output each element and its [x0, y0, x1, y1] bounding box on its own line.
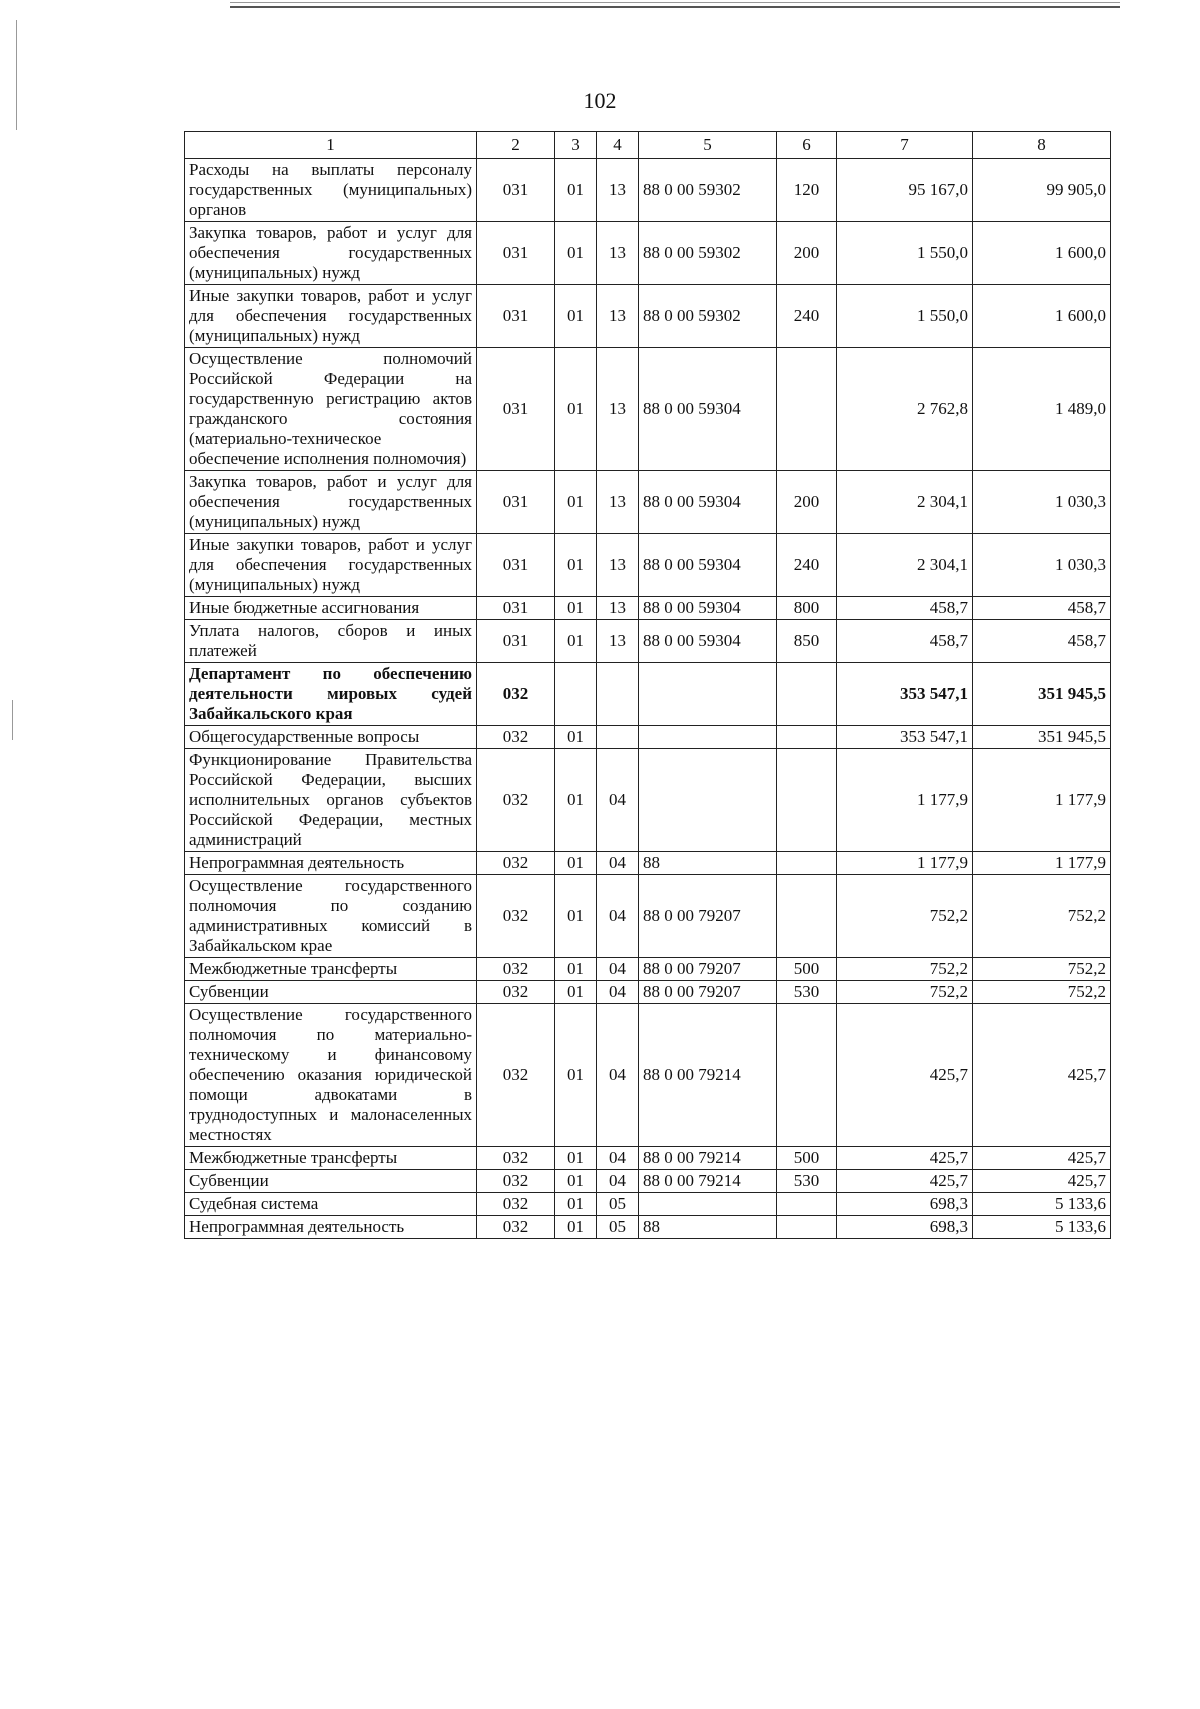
column-header: 5: [639, 132, 777, 159]
row-name-cell: Расходы на выплаты персоналу государственных (муниципальных) органов: [185, 159, 477, 222]
subsection-code-cell: 13: [597, 285, 639, 348]
section-code-cell: 01: [555, 534, 597, 597]
amount-year1-cell: 2 304,1: [837, 471, 973, 534]
amount-year2-cell: 752,2: [973, 875, 1111, 958]
expense-type-cell: [777, 749, 837, 852]
target-article-cell: 88 0 00 79214: [639, 1004, 777, 1147]
table-row: [185, 534, 1111, 597]
table-row: [185, 159, 1111, 222]
column-header: 4: [597, 132, 639, 159]
section-code-cell: 01: [555, 1147, 597, 1170]
section-code-cell: 01: [555, 597, 597, 620]
amount-year2-cell: 1 030,3: [973, 534, 1111, 597]
section-code-cell: 01: [555, 285, 597, 348]
expense-type-cell: 500: [777, 958, 837, 981]
expense-type-cell: [777, 726, 837, 749]
subsection-code-cell: 13: [597, 222, 639, 285]
amount-year1-cell: 458,7: [837, 597, 973, 620]
amount-year1-cell: 2 304,1: [837, 534, 973, 597]
amount-year1-cell: 752,2: [837, 875, 973, 958]
row-name-cell: Иные бюджетные ассигнования: [185, 597, 477, 620]
subsection-code-cell: 04: [597, 958, 639, 981]
target-article-cell: 88 0 00 79207: [639, 958, 777, 981]
target-article-cell: 88 0 00 59302: [639, 159, 777, 222]
ministry-code-cell: 031: [477, 348, 555, 471]
target-article-cell: 88 0 00 79214: [639, 1170, 777, 1193]
target-article-cell: 88 0 00 59304: [639, 348, 777, 471]
target-article-cell: [639, 749, 777, 852]
table-row: [185, 1216, 1111, 1239]
subsection-code-cell: [597, 726, 639, 749]
expense-type-cell: [777, 852, 837, 875]
table-row: [185, 852, 1111, 875]
expense-type-cell: [777, 1216, 837, 1239]
amount-year1-cell: 2 762,8: [837, 348, 973, 471]
section-code-cell: 01: [555, 852, 597, 875]
ministry-code-cell: 031: [477, 620, 555, 663]
section-code-cell: 01: [555, 1193, 597, 1216]
amount-year2-cell: 1 600,0: [973, 222, 1111, 285]
subsection-code-cell: 04: [597, 852, 639, 875]
amount-year2-cell: 351 945,5: [973, 726, 1111, 749]
section-code-cell: 01: [555, 222, 597, 285]
section-code-cell: 01: [555, 726, 597, 749]
row-name-cell: Общегосударственные вопросы: [185, 726, 477, 749]
ministry-code-cell: 031: [477, 222, 555, 285]
target-article-cell: 88 0 00 59304: [639, 534, 777, 597]
expense-type-cell: 500: [777, 1147, 837, 1170]
amount-year2-cell: 1 177,9: [973, 852, 1111, 875]
subsection-code-cell: 04: [597, 1004, 639, 1147]
table-row: [185, 663, 1111, 726]
subsection-code-cell: [597, 663, 639, 726]
scan-top-rule: [230, 6, 1120, 8]
section-code-cell: 01: [555, 1004, 597, 1147]
subsection-code-cell: 04: [597, 1147, 639, 1170]
target-article-cell: [639, 663, 777, 726]
amount-year2-cell: 752,2: [973, 958, 1111, 981]
table-row: [185, 222, 1111, 285]
amount-year1-cell: 1 550,0: [837, 222, 973, 285]
table-row: [185, 1004, 1111, 1147]
table-row: [185, 875, 1111, 958]
target-article-cell: 88 0 00 79207: [639, 981, 777, 1004]
amount-year1-cell: 752,2: [837, 958, 973, 981]
ministry-code-cell: 032: [477, 749, 555, 852]
page-number: 102: [583, 88, 617, 113]
row-name-cell: Межбюджетные трансферты: [185, 1147, 477, 1170]
column-header: 6: [777, 132, 837, 159]
ministry-code-cell: 032: [477, 1216, 555, 1239]
ministry-code-cell: 031: [477, 597, 555, 620]
amount-year2-cell: 5 133,6: [973, 1216, 1111, 1239]
row-name-cell: Иные закупки товаров, работ и услуг для обеспечения государственных (муниципальных) нужд: [185, 285, 477, 348]
subsection-code-cell: 13: [597, 471, 639, 534]
expense-type-cell: 200: [777, 222, 837, 285]
subsection-code-cell: 04: [597, 981, 639, 1004]
table-row: [185, 1193, 1111, 1216]
column-header: 7: [837, 132, 973, 159]
amount-year2-cell: 351 945,5: [973, 663, 1111, 726]
expense-type-cell: [777, 1193, 837, 1216]
amount-year2-cell: 1 030,3: [973, 471, 1111, 534]
column-header: 3: [555, 132, 597, 159]
section-code-cell: 01: [555, 958, 597, 981]
table-row: [185, 958, 1111, 981]
target-article-cell: 88 0 00 59304: [639, 471, 777, 534]
section-code-cell: 01: [555, 1216, 597, 1239]
subsection-code-cell: 13: [597, 534, 639, 597]
section-code-cell: 01: [555, 620, 597, 663]
subsection-code-cell: 04: [597, 1170, 639, 1193]
section-code-cell: [555, 663, 597, 726]
amount-year1-cell: 425,7: [837, 1147, 973, 1170]
subsection-code-cell: 13: [597, 597, 639, 620]
ministry-code-cell: 032: [477, 852, 555, 875]
row-name-cell: Субвенции: [185, 981, 477, 1004]
ministry-code-cell: 032: [477, 1004, 555, 1147]
amount-year1-cell: 698,3: [837, 1216, 973, 1239]
expense-type-cell: [777, 348, 837, 471]
row-name-cell: Осуществление государственного полномочия по созданию административных комиссий в Забайкальском крае: [185, 875, 477, 958]
table-row: [185, 285, 1111, 348]
target-article-cell: 88 0 00 59304: [639, 620, 777, 663]
row-name-cell: Иные закупки товаров, работ и услуг для обеспечения государственных (муниципальных) нужд: [185, 534, 477, 597]
amount-year1-cell: 425,7: [837, 1004, 973, 1147]
header-row: [185, 132, 1111, 159]
table-row: [185, 620, 1111, 663]
row-name-cell: Субвенции: [185, 1170, 477, 1193]
table-row: [185, 471, 1111, 534]
subsection-code-cell: 13: [597, 620, 639, 663]
amount-year1-cell: 353 547,1: [837, 663, 973, 726]
section-code-cell: 01: [555, 1170, 597, 1193]
target-article-cell: 88 0 00 59302: [639, 222, 777, 285]
table-row: [185, 726, 1111, 749]
amount-year2-cell: 425,7: [973, 1004, 1111, 1147]
amount-year2-cell: 425,7: [973, 1147, 1111, 1170]
scan-edge-mark: [12, 700, 13, 740]
ministry-code-cell: 032: [477, 663, 555, 726]
amount-year2-cell: 458,7: [973, 597, 1111, 620]
subsection-code-cell: 05: [597, 1216, 639, 1239]
row-name-cell: Непрограммная деятельность: [185, 852, 477, 875]
row-name-cell: Уплата налогов, сборов и иных платежей: [185, 620, 477, 663]
ministry-code-cell: 032: [477, 1170, 555, 1193]
amount-year2-cell: 99 905,0: [973, 159, 1111, 222]
expense-type-cell: 800: [777, 597, 837, 620]
column-header: 1: [185, 132, 477, 159]
row-name-cell: Судебная система: [185, 1193, 477, 1216]
ministry-code-cell: 032: [477, 958, 555, 981]
row-name-cell: Департамент по обеспечению деятельности мировых судей Забайкальского края: [185, 663, 477, 726]
target-article-cell: [639, 1193, 777, 1216]
amount-year1-cell: 95 167,0: [837, 159, 973, 222]
section-code-cell: 01: [555, 471, 597, 534]
amount-year1-cell: 458,7: [837, 620, 973, 663]
amount-year1-cell: 1 550,0: [837, 285, 973, 348]
expense-type-cell: 120: [777, 159, 837, 222]
row-name-cell: Межбюджетные трансферты: [185, 958, 477, 981]
target-article-cell: 88: [639, 1216, 777, 1239]
ministry-code-cell: 032: [477, 981, 555, 1004]
row-name-cell: Закупка товаров, работ и услуг для обеспечения государственных (муниципальных) нужд: [185, 222, 477, 285]
expense-type-cell: 200: [777, 471, 837, 534]
subsection-code-cell: 04: [597, 875, 639, 958]
amount-year1-cell: 752,2: [837, 981, 973, 1004]
amount-year1-cell: 698,3: [837, 1193, 973, 1216]
section-code-cell: 01: [555, 749, 597, 852]
amount-year2-cell: 1 177,9: [973, 749, 1111, 852]
row-name-cell: Осуществление полномочий Российской Федерации на государственную регистрацию актов гражданского состояния (материально-техническое обеспечение исполнения полномочия): [185, 348, 477, 471]
expense-type-cell: 240: [777, 534, 837, 597]
amount-year1-cell: 1 177,9: [837, 749, 973, 852]
amount-year2-cell: 425,7: [973, 1170, 1111, 1193]
table-row: [185, 348, 1111, 471]
ministry-code-cell: 032: [477, 875, 555, 958]
expense-type-cell: 530: [777, 981, 837, 1004]
ministry-code-cell: 031: [477, 159, 555, 222]
scan-top-rule-thin: [230, 2, 1120, 3]
expense-type-cell: [777, 875, 837, 958]
amount-year2-cell: 752,2: [973, 981, 1111, 1004]
target-article-cell: [639, 726, 777, 749]
table-row: [185, 597, 1111, 620]
amount-year2-cell: 458,7: [973, 620, 1111, 663]
section-code-cell: 01: [555, 348, 597, 471]
row-name-cell: Функционирование Правительства Российской Федерации, высших исполнительных органов субъектов Российской Федерации, местных администраций: [185, 749, 477, 852]
section-code-cell: 01: [555, 159, 597, 222]
amount-year2-cell: 1 489,0: [973, 348, 1111, 471]
amount-year1-cell: 425,7: [837, 1170, 973, 1193]
target-article-cell: 88 0 00 59302: [639, 285, 777, 348]
row-name-cell: Непрограммная деятельность: [185, 1216, 477, 1239]
ministry-code-cell: 032: [477, 1193, 555, 1216]
budget-table: [184, 131, 1111, 1239]
column-header: 2: [477, 132, 555, 159]
table-row: [185, 749, 1111, 852]
row-name-cell: Закупка товаров, работ и услуг для обеспечения государственных (муниципальных) нужд: [185, 471, 477, 534]
table-row: [185, 981, 1111, 1004]
amount-year2-cell: 1 600,0: [973, 285, 1111, 348]
expense-type-cell: 530: [777, 1170, 837, 1193]
expense-type-cell: 240: [777, 285, 837, 348]
target-article-cell: 88: [639, 852, 777, 875]
ministry-code-cell: 032: [477, 1147, 555, 1170]
table-row: [185, 1170, 1111, 1193]
subsection-code-cell: 13: [597, 159, 639, 222]
subsection-code-cell: 05: [597, 1193, 639, 1216]
expense-type-cell: [777, 663, 837, 726]
target-article-cell: 88 0 00 79207: [639, 875, 777, 958]
target-article-cell: 88 0 00 79214: [639, 1147, 777, 1170]
section-code-cell: 01: [555, 981, 597, 1004]
ministry-code-cell: 031: [477, 285, 555, 348]
amount-year2-cell: 5 133,6: [973, 1193, 1111, 1216]
row-name-cell: Осуществление государственного полномочия по материально-техническому и финансовому обеспечению оказания юридической помощи адвокатами в труднодоступных и малонаселенных местностях: [185, 1004, 477, 1147]
ministry-code-cell: 031: [477, 534, 555, 597]
subsection-code-cell: 04: [597, 749, 639, 852]
section-code-cell: 01: [555, 875, 597, 958]
amount-year1-cell: 1 177,9: [837, 852, 973, 875]
table-body: [185, 159, 1111, 1239]
expense-type-cell: 850: [777, 620, 837, 663]
expense-type-cell: [777, 1004, 837, 1147]
subsection-code-cell: 13: [597, 348, 639, 471]
ministry-code-cell: 032: [477, 726, 555, 749]
target-article-cell: 88 0 00 59304: [639, 597, 777, 620]
column-header: 8: [973, 132, 1111, 159]
amount-year1-cell: 353 547,1: [837, 726, 973, 749]
ministry-code-cell: 031: [477, 471, 555, 534]
table-row: [185, 1147, 1111, 1170]
